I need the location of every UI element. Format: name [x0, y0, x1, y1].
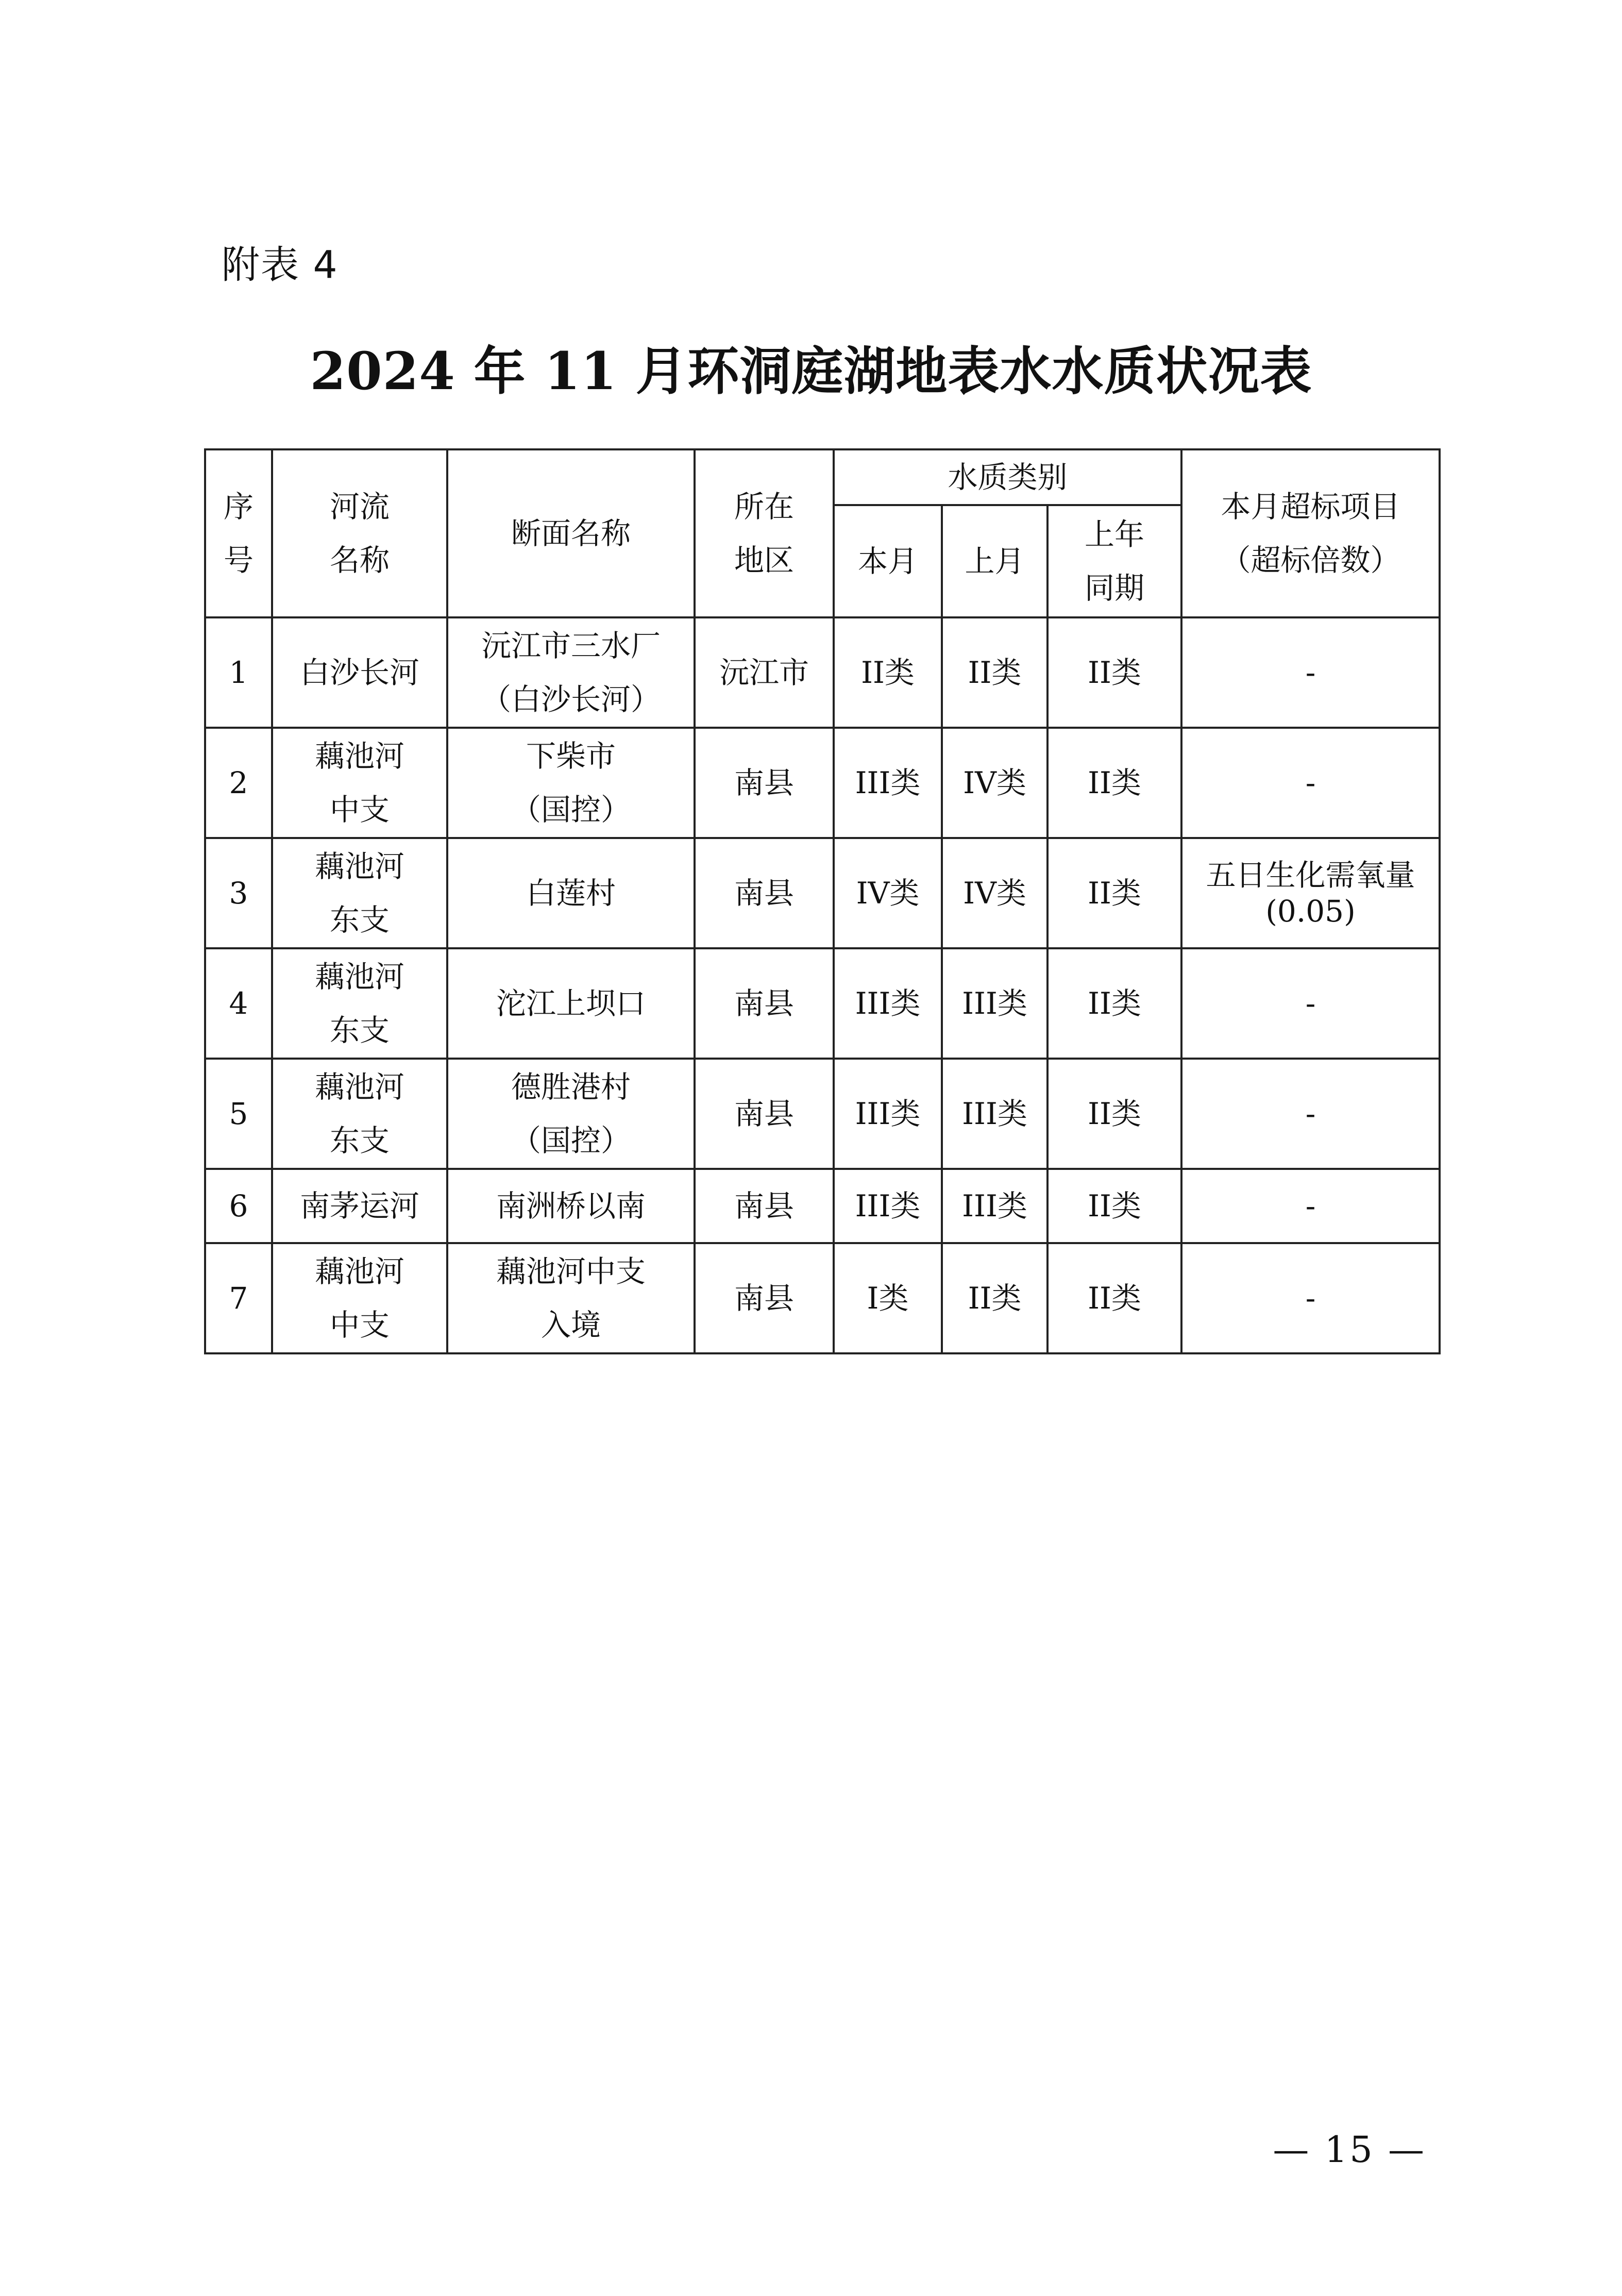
cell-last-year: II类	[1047, 948, 1181, 1059]
cell-river: 藕池河 东支	[272, 948, 447, 1059]
header-exceed-items: 本月超标项目 （超标倍数）	[1181, 449, 1440, 617]
table-row	[205, 617, 1440, 728]
cell-last-month: IV类	[942, 728, 1047, 838]
cell-this-month: III类	[834, 948, 942, 1059]
cell-region: 南县	[695, 948, 834, 1059]
cell-seq: 7	[205, 1243, 272, 1353]
cell-this-month: III类	[834, 1059, 942, 1169]
cell-section: 沅江市三水厂 （白沙长河）	[447, 617, 695, 728]
cell-section: 南洲桥以南	[447, 1169, 695, 1243]
cell-last-month: II类	[942, 1243, 1047, 1353]
cell-last-month: III类	[942, 948, 1047, 1059]
cell-seq: 3	[205, 838, 272, 948]
cell-region: 南县	[695, 728, 834, 838]
header-river-name: 河流 名称	[272, 449, 447, 617]
cell-last-month: III类	[942, 1169, 1047, 1243]
cell-exceed: -	[1181, 948, 1440, 1059]
cell-seq: 6	[205, 1169, 272, 1243]
cell-this-month: IV类	[834, 838, 942, 948]
table-row	[205, 948, 1440, 1059]
header-last-month: 上月	[942, 505, 1047, 617]
header-section-name: 断面名称	[447, 449, 695, 617]
cell-river: 藕池河 东支	[272, 838, 447, 948]
header-this-month: 本月	[834, 505, 942, 617]
cell-this-month: I类	[834, 1243, 942, 1353]
page-title: 2024 年 11 月环洞庭湖地表水水质状况表	[310, 341, 1312, 401]
cell-section: 白莲村	[447, 838, 695, 948]
cell-last-year: II类	[1047, 838, 1181, 948]
water-quality-table	[204, 448, 1441, 1354]
cell-last-year: II类	[1047, 1059, 1181, 1169]
cell-section: 德胜港村 （国控）	[447, 1059, 695, 1169]
cell-exceed: -	[1181, 1169, 1440, 1243]
cell-exceed: 五日生化需氧量 (0.05)	[1181, 838, 1440, 948]
cell-last-year: II类	[1047, 1169, 1181, 1243]
cell-section: 下柴市 （国控）	[447, 728, 695, 838]
cell-seq: 5	[205, 1059, 272, 1169]
header-seq: 序 号	[205, 449, 272, 617]
cell-last-year: II类	[1047, 728, 1181, 838]
cell-last-month: III类	[942, 1059, 1047, 1169]
cell-river: 藕池河 东支	[272, 1059, 447, 1169]
cell-section: 沱江上坝口	[447, 948, 695, 1059]
cell-river: 藕池河 中支	[272, 1243, 447, 1353]
cell-region: 南县	[695, 1059, 834, 1169]
cell-section: 藕池河中支 入境	[447, 1243, 695, 1353]
header-region: 所在 地区	[695, 449, 834, 617]
header-water-quality-class: 水质类别	[834, 449, 1181, 505]
cell-exceed: -	[1181, 1059, 1440, 1169]
cell-last-month: II类	[942, 617, 1047, 728]
cell-river: 白沙长河	[272, 617, 447, 728]
table-row	[205, 1059, 1440, 1169]
cell-exceed: -	[1181, 728, 1440, 838]
page-number: — 15 —	[1273, 2129, 1426, 2171]
cell-region: 南县	[695, 1243, 834, 1353]
cell-region: 南县	[695, 838, 834, 948]
cell-seq: 2	[205, 728, 272, 838]
cell-seq: 1	[205, 617, 272, 728]
table-row	[205, 1243, 1440, 1353]
cell-seq: 4	[205, 948, 272, 1059]
cell-this-month: II类	[834, 617, 942, 728]
cell-river: 南茅运河	[272, 1169, 447, 1243]
attachment-label: 附表 4	[222, 243, 339, 287]
cell-last-year: II类	[1047, 617, 1181, 728]
cell-this-month: III类	[834, 728, 942, 838]
table-row	[205, 1169, 1440, 1243]
cell-region: 沅江市	[695, 617, 834, 728]
cell-exceed: -	[1181, 1243, 1440, 1353]
cell-river: 藕池河 中支	[272, 728, 447, 838]
cell-last-year: II类	[1047, 1243, 1181, 1353]
cell-last-month: IV类	[942, 838, 1047, 948]
table-row	[205, 838, 1440, 948]
header-last-year-same-period: 上年 同期	[1047, 505, 1181, 617]
cell-this-month: III类	[834, 1169, 942, 1243]
cell-exceed: -	[1181, 617, 1440, 728]
table-row	[205, 728, 1440, 838]
cell-region: 南县	[695, 1169, 834, 1243]
